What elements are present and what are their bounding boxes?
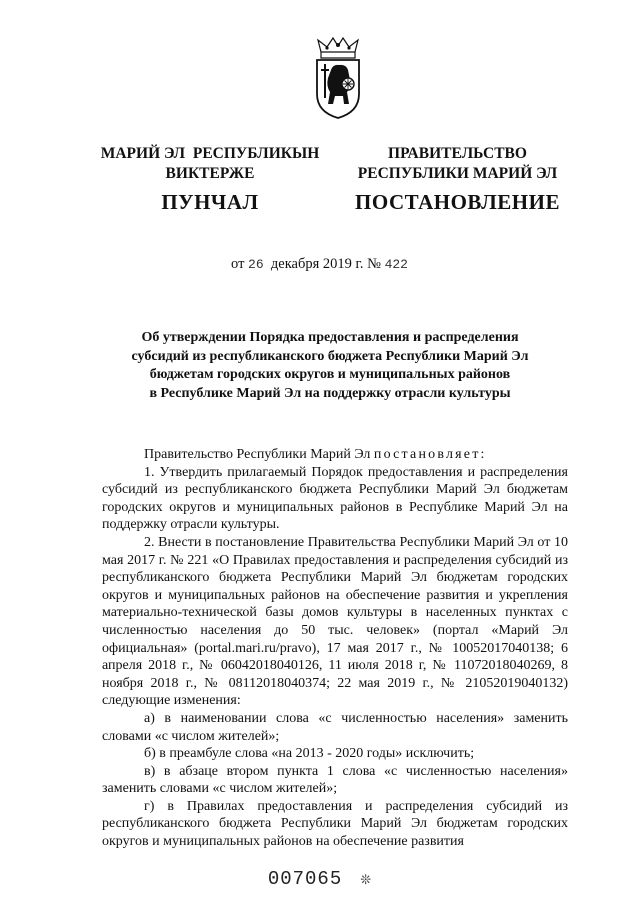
paragraph-1: 1. Утвердить прилагаемый Порядок предоставления и распределения субсидий из республиканского бюджета Республики Марий Эл бюджетам городских округов и муниципальных районов в Республике Марий Эл на поддержку отрасли культуры. (102, 464, 568, 533)
date-day: 26 (248, 257, 264, 272)
header-left (95, 144, 325, 184)
ornament-icon: ❊ (360, 873, 372, 888)
date-middle: декабря 2019 г. № (270, 256, 381, 272)
intro-spaced-verb: постановляет: (373, 447, 487, 462)
header-left-line1: МАРИЙ ЭЛ РЕСПУБЛИКЫН (100, 145, 320, 162)
header-left-title: ПУНЧАЛ (161, 190, 259, 214)
date-prefix: от (231, 256, 245, 272)
subparagraph-b: б) в преамбуле слова «на 2013 - 2020 годы» исключить; (144, 746, 475, 762)
intro-paragraph (102, 446, 568, 464)
serial-number: 007065 (267, 868, 343, 890)
subparagraph-g: г) в Правилах предоставления и распределения субсидий из республиканского бюджета Республики Марий Эл бюджетам городских округов и муниципальных районов на обеспечение развития (102, 798, 568, 850)
decree-number: 422 (384, 257, 408, 272)
title-line: в Республике Марий Эл на поддержку отрасли культуры (149, 385, 511, 401)
header-right-line1: ПРАВИТЕЛЬСТВО (388, 145, 527, 162)
subparagraph-v: в) в абзаце втором пункта 1 слова «с численностью населения» заменить словами «с числом жителей»; (102, 763, 568, 797)
header-left-line2: ВИКТЕРЖЕ (165, 165, 255, 182)
page-footer (0, 868, 639, 890)
document-body (102, 446, 568, 851)
header-right (350, 144, 565, 184)
intro-text: Правительство Республики Марий Эл (144, 447, 374, 462)
paragraph-2: 2. Внести в постановление Правительства Республики Марий Эл от 10 мая 2017 г. № 221 «О Правилах предоставления и распределения субсидий из республиканского бюджета Республики Марий Эл бюджетам городских округов и муниципальных районов на обеспечение развития и укрепления материально-технической базы домов культуры в населенных пунктах с численностью населения до 50 тыс. человек» (портал «Марий Эл официальная» (portal.mari.ru/pravo), 17 мая 2017 г., № 10052017040138; 6 апреля 2018 г., № 06042018040126, 11 июля 2018 г, № 11072018040269, 8 ноября 2018 г., № 08112018040374; 22 мая 2019 г., № 21052019040132) следующие изменения: (102, 534, 568, 709)
decree-date-line (0, 256, 639, 273)
header-right-title: ПОСТАНОВЛЕНИЕ (355, 190, 560, 214)
title-line: бюджетам городских округов и муниципальных районов (149, 367, 511, 382)
title-line: субсидий из республиканского бюджета Республики Марий Эл (131, 348, 529, 364)
header-right-line2: РЕСПУБЛИКИ МАРИЙ ЭЛ (357, 165, 558, 182)
mari-el-coat-of-arms-icon (313, 36, 363, 120)
subparagraph-a: а) в наименовании слова «с численностью населения» заменить словами «с числом жителей»; (102, 710, 568, 744)
document-title (100, 329, 560, 403)
title-line: Об утверждении Порядка предоставления и распределения (141, 330, 519, 345)
